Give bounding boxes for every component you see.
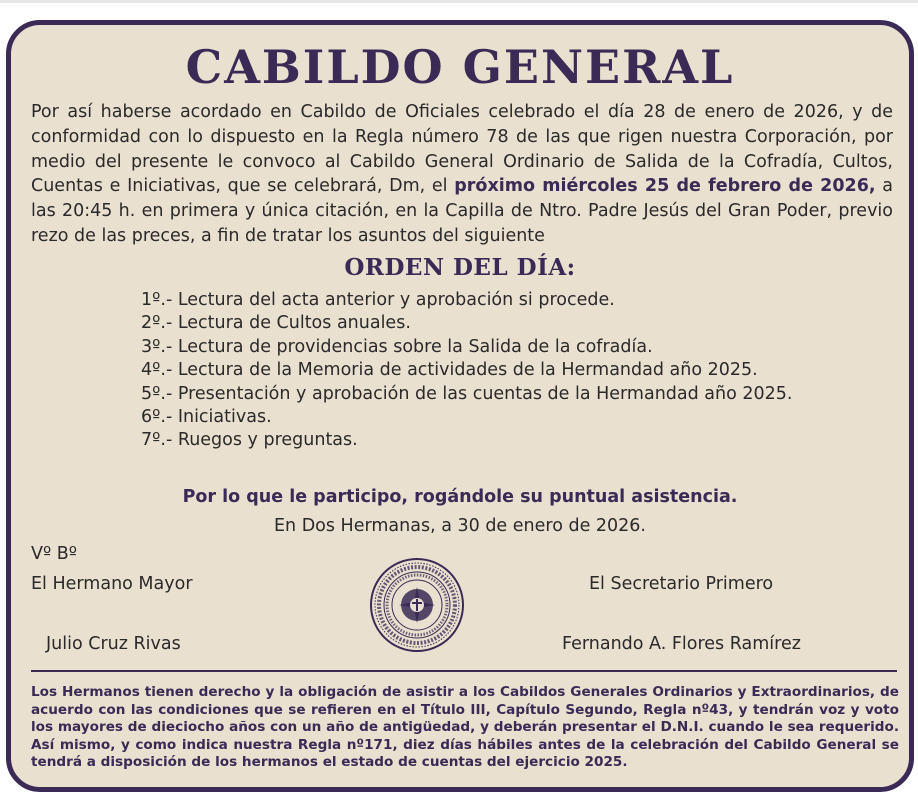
orden-item: 6º.- Iniciativas.: [141, 407, 272, 428]
orden-item: 1º.- Lectura del acta anterior y aprobación si procede.: [141, 290, 615, 310]
hermano-mayor-role: El Hermano Mayor: [31, 574, 193, 594]
top-border-line: [0, 0, 918, 3]
participo-text: Por lo que le participo, rogándole su puntual asistencia.: [182, 487, 738, 507]
footer-note: Los Hermanos tienen derecho y la obligación de asistir a los Cabildos Generales Ordinarios y Extraordinarios, de acuerdo con las condiciones que se refieren en el Título III, Capítulo Segundo, Regla nº43, y tendrán voz y voto los mayores de dieciocho años con un año de antigüedad, y deberán presentar el D.N.I. cuando le sea requerido. Así mismo, y como indica nuestra Regla nº171, diez días hábiles antes de la celebración del Cabildo General se tendrá a disposición de los hermanos el estado de cuentas del ejercicio 2025.: [31, 684, 899, 771]
orden-item: 7º.- Ruegos y preguntas.: [141, 430, 358, 451]
intro-text-after: a las 20:45 h. en primera y única citación, en la Capilla de Ntro. Padre Jesús del Gran Poder, previo rezo de las preces, a fin de tratar los asuntos del siguiente: [31, 176, 893, 246]
orden-item: 5º.- Presentación y aprobación de las cuentas de la Hermandad año 2025.: [141, 383, 793, 404]
secretario-name: Fernando A. Flores Ramírez: [562, 634, 801, 654]
visto-bueno-label: Vº Bº: [31, 544, 78, 564]
orden-item: 2º.- Lectura de Cultos anuales.: [141, 313, 411, 334]
date-line: En Dos Hermanas, a 30 de enero de 2026.: [273, 516, 646, 536]
intro-date-highlight: próximo miércoles 25 de febrero de 2026,: [454, 176, 876, 197]
orden-item: 3º.- Lectura de providencias sobre la Salida de la cofradía.: [141, 336, 653, 357]
secretario-role: El Secretario Primero: [589, 574, 774, 594]
orden-del-dia-title: ORDEN DEL DÍA:: [344, 254, 576, 281]
orden-item: 4º.- Lectura de la Memoria de actividades de la Hermandad año 2025.: [141, 360, 758, 381]
page-title: CABILDO GENERAL: [185, 40, 735, 94]
hermano-mayor-name: Julio Cruz Rivas: [46, 634, 181, 654]
footer-divider: [31, 670, 897, 672]
intro-text-before: Por así haberse acordado en Cabildo de Oficiales celebrado el día 28 de enero de 2026, y de conformidad con lo dispuesto en la Regla número 78 de las que rigen nuestra Corporación, por medio del presente le convoco al Cabildo General Ordinario de Salida de la Cofradía, Cultos, Cuentas e Iniciativas, que se celebrará, Dm, el: [31, 102, 893, 197]
brotherhood-seal-icon: [369, 557, 465, 653]
notice-card: [6, 20, 914, 792]
orden-del-dia-list: [141, 289, 881, 453]
intro-paragraph: [31, 100, 893, 249]
